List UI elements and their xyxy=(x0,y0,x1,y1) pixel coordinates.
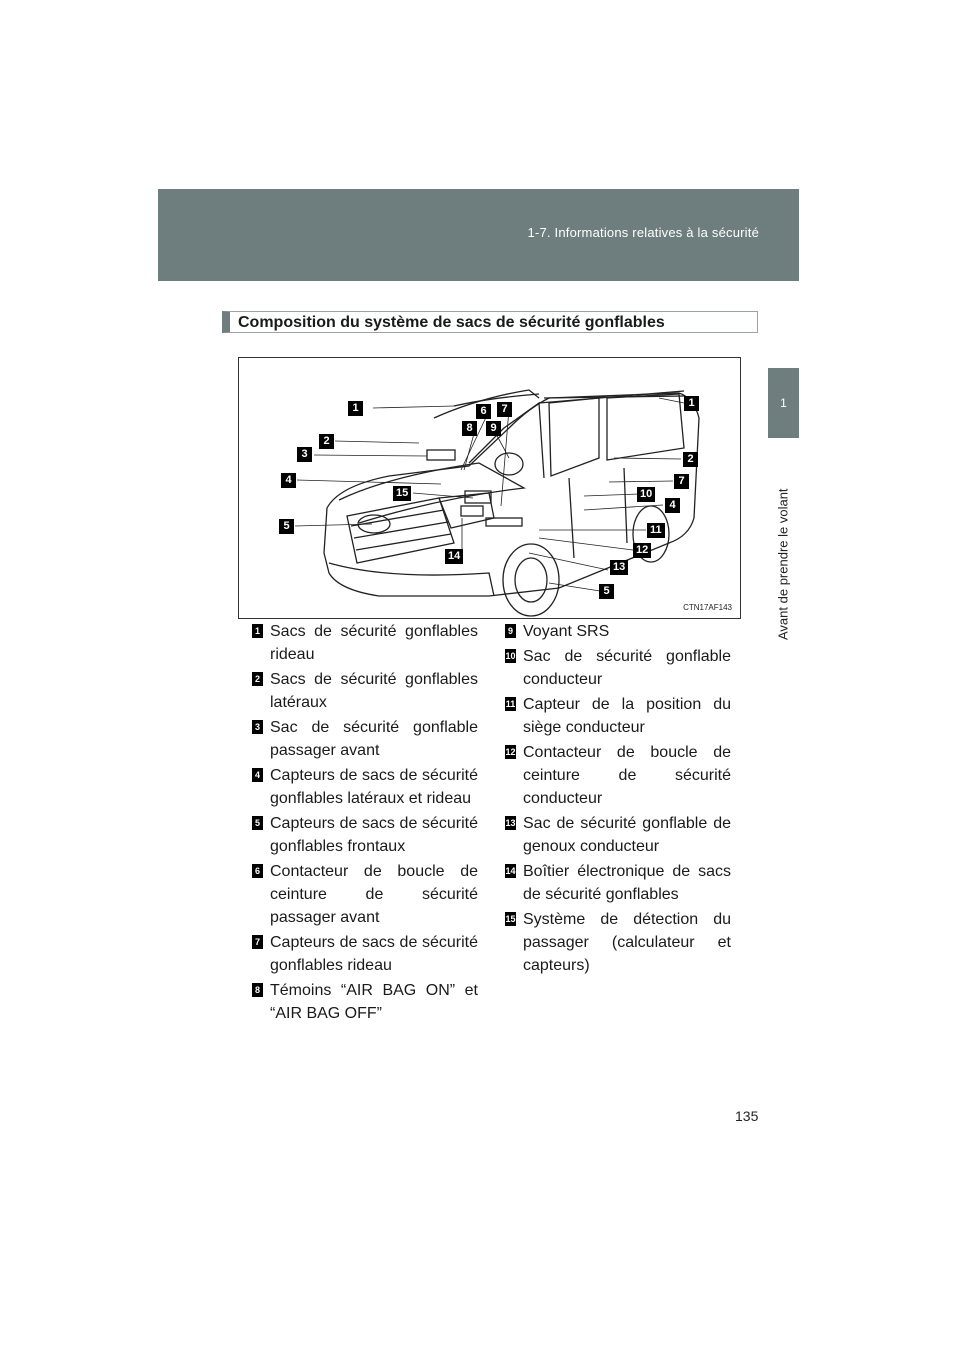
chapter-tab: 1 xyxy=(768,368,799,438)
legend-text: Capteurs de sacs de sécurité gonflables rideau xyxy=(270,934,478,974)
figure-code: CTN17AF143 xyxy=(683,603,732,612)
callout-13: 13 xyxy=(610,560,628,575)
callout-4-right: 4 xyxy=(665,498,680,513)
legend-number-box: 2 xyxy=(252,672,263,686)
legend-item xyxy=(505,860,731,906)
legend-number-box: 1 xyxy=(252,624,263,638)
callout-1-left: 1 xyxy=(348,401,363,416)
legend-text: Sacs de sécurité gonflables rideau xyxy=(270,623,478,663)
callout-10: 10 xyxy=(637,487,655,502)
legend-text: Contacteur de boucle de ceinture de sécurité conducteur xyxy=(523,744,731,807)
legend-number-box: 9 xyxy=(505,624,516,638)
legend-item xyxy=(252,860,478,929)
page-number: 135 xyxy=(735,1108,759,1124)
legend-text: Sacs de sécurité gonflables latéraux xyxy=(270,671,478,711)
legend-text: Système de détection du passager (calculateur et capteurs) xyxy=(523,911,731,974)
callout-12: 12 xyxy=(633,543,651,558)
callout-5-left: 5 xyxy=(279,519,294,534)
callout-6: 6 xyxy=(476,404,491,419)
callout-14: 14 xyxy=(445,549,463,564)
callout-7-right: 7 xyxy=(674,474,689,489)
callout-9: 9 xyxy=(486,421,501,436)
callout-1-right: 1 xyxy=(684,396,699,411)
callout-8: 8 xyxy=(462,421,477,436)
chapter-header-band xyxy=(158,189,799,281)
callout-2-left: 2 xyxy=(319,434,334,449)
legend-number-box: 11 xyxy=(505,699,516,709)
legend-list-left xyxy=(252,620,478,1027)
legend-text: Capteurs de sacs de sécurité gonflables latéraux et rideau xyxy=(270,767,478,807)
legend-item xyxy=(252,668,478,714)
legend-text: Contacteur de boucle de ceinture de sécurité passager avant xyxy=(270,863,478,926)
legend-item xyxy=(505,645,731,691)
legend-list-right xyxy=(505,620,731,979)
legend-number-box: 12 xyxy=(505,747,516,757)
callout-7-top: 7 xyxy=(497,402,512,417)
callout-15: 15 xyxy=(393,486,411,501)
legend-text: Capteur de la position du siège conducteur xyxy=(523,696,731,736)
legend-item xyxy=(252,812,478,858)
callout-3: 3 xyxy=(297,447,312,462)
section-heading: Composition du système de sacs de sécurité gonflables xyxy=(222,311,758,333)
legend-text: Sac de sécurité gonflable conducteur xyxy=(523,648,731,688)
legend-number-box: 14 xyxy=(505,866,516,876)
chapter-title: 1-7. Informations relatives à la sécurité xyxy=(527,225,759,240)
callout-11: 11 xyxy=(647,523,665,538)
legend-item xyxy=(252,979,478,1025)
callout-4-left: 4 xyxy=(281,473,296,488)
legend-item xyxy=(252,620,478,666)
airbag-system-illustration xyxy=(238,357,741,619)
legend-text: Témoins “AIR BAG ON” et “AIR BAG OFF” xyxy=(270,982,478,1022)
legend-number-box: 3 xyxy=(252,720,263,734)
legend-number-box: 7 xyxy=(252,935,263,949)
legend-text: Sac de sécurité gonflable de genoux conducteur xyxy=(523,815,731,855)
legend-item xyxy=(505,908,731,977)
callout-5-right: 5 xyxy=(599,584,614,599)
legend-number-box: 5 xyxy=(252,816,263,830)
legend-number-box: 15 xyxy=(505,914,516,924)
legend-item xyxy=(252,931,478,977)
legend-text: Voyant SRS xyxy=(523,623,610,640)
callout-2-right: 2 xyxy=(683,452,698,467)
legend-item xyxy=(252,764,478,810)
legend-item xyxy=(505,693,731,739)
legend-item xyxy=(505,741,731,810)
legend-text: Sac de sécurité gonflable passager avant xyxy=(270,719,478,759)
legend-text: Boîtier électronique de sacs de sécurité gonflables xyxy=(523,863,731,903)
legend-item xyxy=(505,620,731,643)
legend-number-box: 8 xyxy=(252,983,263,997)
vehicle-drawing xyxy=(239,358,742,620)
legend-number-box: 6 xyxy=(252,864,263,878)
legend-item xyxy=(505,812,731,858)
legend-number-box: 10 xyxy=(505,651,516,661)
legend-number-box: 13 xyxy=(505,818,516,828)
legend-number-box: 4 xyxy=(252,768,263,782)
legend-item xyxy=(252,716,478,762)
legend-text: Capteurs de sacs de sécurité gonflables frontaux xyxy=(270,815,478,855)
chapter-side-label: Avant de prendre le volant xyxy=(775,488,791,640)
